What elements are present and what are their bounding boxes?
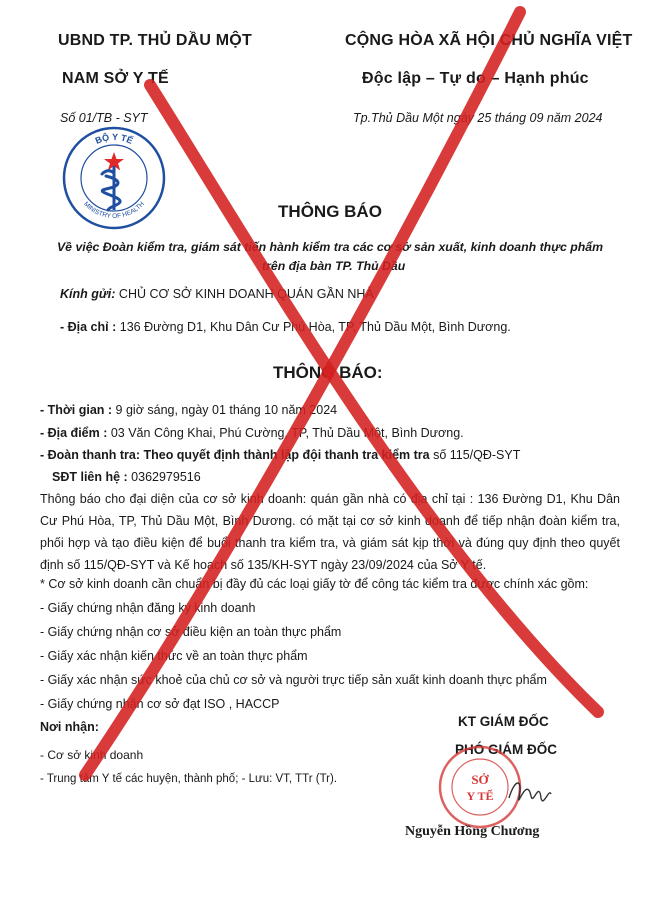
doc-item: - Giấy chứng nhận cơ sở đạt ISO , HACCP: [40, 697, 280, 711]
location-line: [40, 426, 464, 440]
time-value: 9 giờ sáng, ngày 01 tháng 10 năm 2024: [112, 403, 338, 417]
team-value: số 115/QĐ-SYT: [429, 448, 521, 462]
recipient-item: - Trung tâm Y tế các huyện, thành phố; - Lưu: VT, TTr (Tr).: [40, 773, 338, 785]
address-label: - Địa chỉ :: [60, 320, 117, 334]
doc-item: - Giấy chứng nhận đăng ký kinh doanh: [40, 601, 256, 615]
stamp-text-2: Y TẾ: [466, 789, 494, 803]
doc-item: - Giấy xác nhận kiến thức về an toàn thực phẩm: [40, 649, 308, 663]
recipients-label: Nơi nhận:: [40, 720, 99, 734]
notice-title-2: THÔNG BÁO:: [273, 363, 383, 382]
phone-label: SĐT liên hệ :: [52, 470, 128, 484]
team-line: [40, 448, 520, 462]
address-line: [60, 320, 511, 334]
document-number: Số 01/TB - SYT: [60, 111, 148, 125]
header-nation: CỘNG HÒA XÃ HỘI CHỦ NGHĨA VIỆT: [345, 32, 633, 49]
recipient-line: [60, 287, 374, 301]
docs-intro: * Cơ sở kinh doanh cần chuẩn bị đầy đủ các loại giấy tờ để công tác kiểm tra được chính xác gồm:: [40, 577, 589, 591]
time-label: - Thời gian :: [40, 403, 113, 417]
doc-item: - Giấy xác nhận sức khoẻ của chủ cơ sở và người trực tiếp sản xuất kinh doanh thực phẩm: [40, 673, 547, 687]
handwritten-signature: [505, 768, 555, 818]
recipient-item: - Cơ sở kinh doanh: [40, 748, 144, 762]
stamp-text-1: SỞ: [471, 772, 489, 787]
location-value: 03 Văn Công Khai, Phú Cường, TP, Thủ Dầu Một, Bình Dương.: [107, 426, 464, 440]
place-date: Tp.Thủ Dầu Một ngày 25 tháng 09 năm 2024: [353, 111, 603, 125]
team-label: - Đoàn thanh tra: Theo quyết định thành lập đội thanh tra kiểm tra: [40, 448, 430, 462]
address-value: 136 Đường D1, Khu Dân Cư Phú Hòa, TP, Thủ Dầu Một, Bình Dương.: [116, 320, 511, 334]
time-line: [40, 403, 337, 417]
cross-stroke: [150, 85, 598, 712]
signer-name: Nguyễn Hồng Chương: [405, 824, 540, 839]
sign-role-1: KT GIÁM ĐỐC: [458, 714, 549, 729]
location-label: - Địa điểm :: [40, 426, 108, 440]
header-motto: Độc lập – Tự do – Hạnh phúc: [362, 70, 589, 87]
header-department: NAM SỞ Y TẾ: [62, 70, 169, 87]
doc-item: - Giấy chứng nhận cơ sở điều kiện an toàn thực phẩm: [40, 625, 342, 639]
header-authority: UBND TP. THỦ DẦU MỘT: [58, 32, 252, 49]
notice-title: THÔNG BÁO: [278, 202, 382, 221]
recipient-value: CHỦ CƠ SỞ KINH DOANH QUÁN GẦN NHÀ: [115, 287, 374, 301]
phone-value: 0362979516: [127, 470, 201, 484]
notice-subject-line1: Về việc Đoàn kiểm tra, giám sát tiến hành kiểm tra các cơ sở sản xuất, kinh doanh thực phẩm: [56, 240, 604, 254]
notice-paragraph: Thông báo cho đại diện của cơ sở kinh doanh: quán gần nhà có địa chỉ tại : 136 Đường D1, Khu Dân Cư Phú Hòa, TP, Thủ Dầu Một, Bình Dương. có mặt tại cơ sở kinh doanh để tiếp nhận đoàn kiểm tra, phối hợp và tạo điều kiện để buổi thanh tra kiểm tra, và giám sát kịp thời và đúng quy định theo quyết định số 115/QĐ-SYT và Kế hoạch số 135/KH-SYT ngày 23/09/2024 của Sở Y tế.: [40, 492, 620, 572]
notice-subject-line2: trên địa bàn TP. Thủ Dầu: [262, 259, 406, 273]
recipient-label: Kính gửi:: [60, 287, 116, 301]
logo-top-text: BỘ Y TẾ: [93, 131, 135, 146]
phone-line: [52, 470, 201, 484]
sign-role-2: PHÓ GIÁM ĐỐC: [455, 742, 558, 757]
logo-bottom-text: MINISTRY OF HEALTH: [82, 200, 146, 221]
